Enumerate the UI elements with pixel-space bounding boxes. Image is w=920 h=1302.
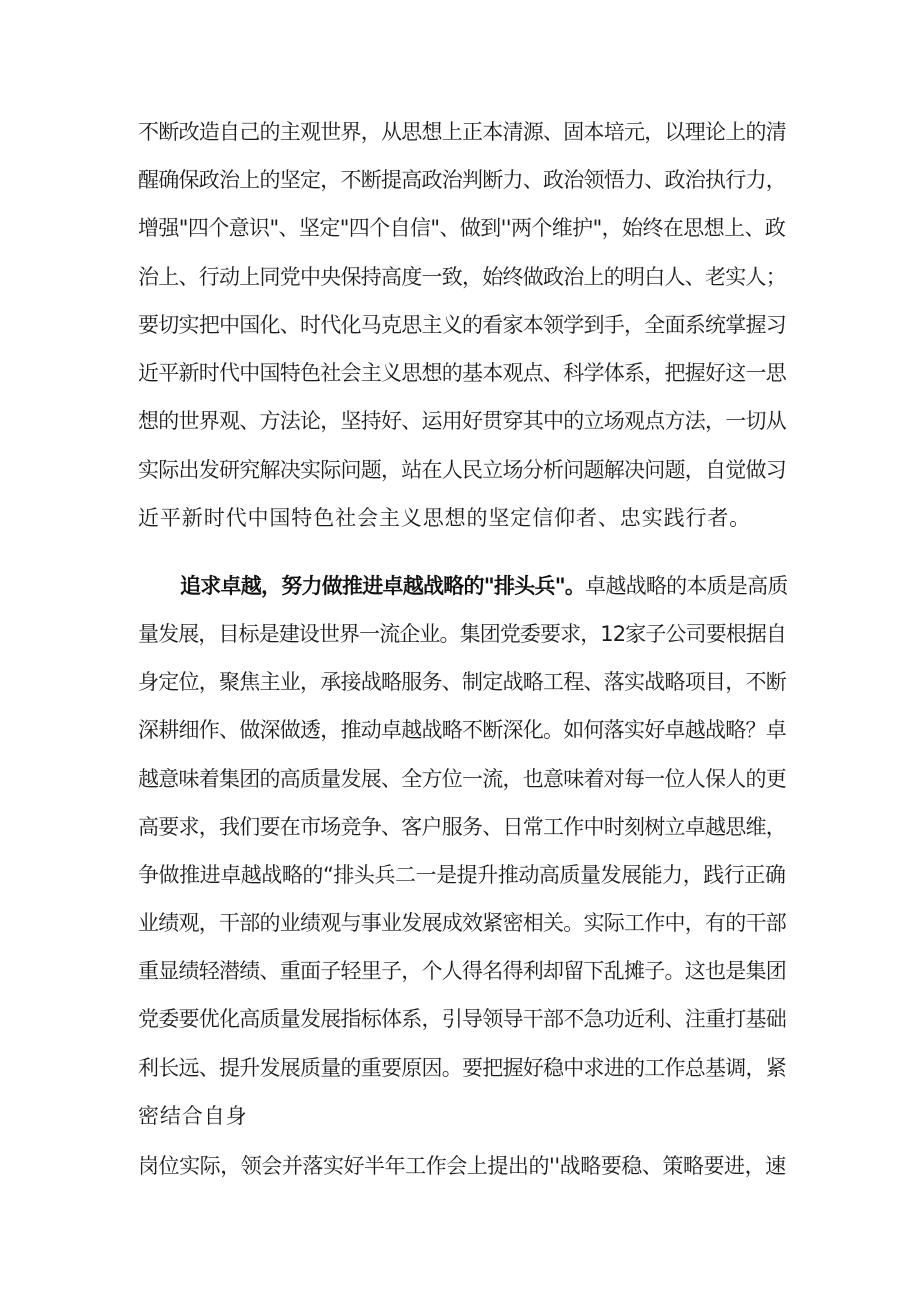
paragraph-1-line-6: 近平新时代中国特色社会主义思想的基本观点、科学体系，把握好这一思 <box>138 361 786 385</box>
paragraph-1-line-3: 增强"四个意识"、坚定"四个自信"、做到''两个维护"，始终在思想上、政 <box>138 216 786 240</box>
paragraph-2-line-9: 重显绩轻潜绩、重面子轻里子，个人得名得利却留下乱摊子。这也是集团 <box>138 959 786 983</box>
paragraph-3-line-1: 岗位实际，领会并落实好半年工作会上提出的''战略要稳、策略要进，速 <box>138 1154 786 1178</box>
paragraph-2-first-line-rest: 卓越战略的本质是高质 <box>585 574 788 598</box>
paragraph-2-line-11: 利长远、提升发展质量的重要原因。要把握好稳中求进的工作总基调，紧 <box>138 1056 786 1080</box>
paragraph-2-first-line <box>180 571 788 601</box>
paragraph-1-line-1: 不断改造自己的主观世界，从思想上正本清源、固本培元，以理论上的清 <box>138 120 786 144</box>
paragraph-2-line-4: 深耕细作、做深做透，推动卓越战略不断深化。如何落实好卓越战略？卓 <box>138 718 786 742</box>
paragraph-1-line-5: 要切实把中国化、时代化马克思主义的看家本领学到手，全面系统掌握习 <box>138 313 786 337</box>
paragraph-1-line-7: 想的世界观、方法论，坚持好、运用好贯穿其中的立场观点方法，一切从 <box>138 409 786 433</box>
paragraph-2-line-12: 密结合自身 <box>138 1104 248 1128</box>
paragraph-1-line-8: 实际出发研究解决实际问题，站在人民立场分析问题解决问题，自觉做习 <box>138 458 786 482</box>
paragraph-2-line-2: 量发展，目标是建设世界一流企业。集团党委要求，12家子公司要根据自 <box>138 622 787 646</box>
paragraph-2-line-5: 越意味着集团的高质量发展、全方位一流，也意味着对每一位人保人的更 <box>138 767 786 791</box>
paragraph-2-line-10: 党委要优化高质量发展指标体系，引导领导干部不急功近利、注重打基础 <box>138 1007 786 1031</box>
paragraph-2-line-3: 身定位，聚焦主业，承接战略服务、制定战略工程、落实战略项目，不断 <box>138 670 786 694</box>
paragraph-2-line-6: 高要求，我们要在市场竞争、客户服务、日常工作中时刻树立卓越思维， <box>138 815 786 839</box>
paragraph-1-line-9: 近平新时代中国特色社会主义思想的坚定信仰者、忠实践行者。 <box>138 506 752 530</box>
paragraph-2-line-7: 争做推进卓越战略的“排头兵二一是提升推动高质量发展能力，践行正确 <box>138 863 786 887</box>
paragraph-1-line-4: 治上、行动上同党中央保持高度一致，始终做政治上的明白人、老实人； <box>138 265 786 289</box>
paragraph-2-line-8: 业绩观，干部的业绩观与事业发展成效紧密相关。实际工作中，有的干部 <box>138 911 786 935</box>
paragraph-2-heading: 追求卓越，努力做推进卓越战略的"排头兵"。 <box>180 574 586 598</box>
paragraph-1-line-2: 醒确保政治上的坚定，不断提高政治判断力、政治领悟力、政治执行力， <box>138 168 786 192</box>
